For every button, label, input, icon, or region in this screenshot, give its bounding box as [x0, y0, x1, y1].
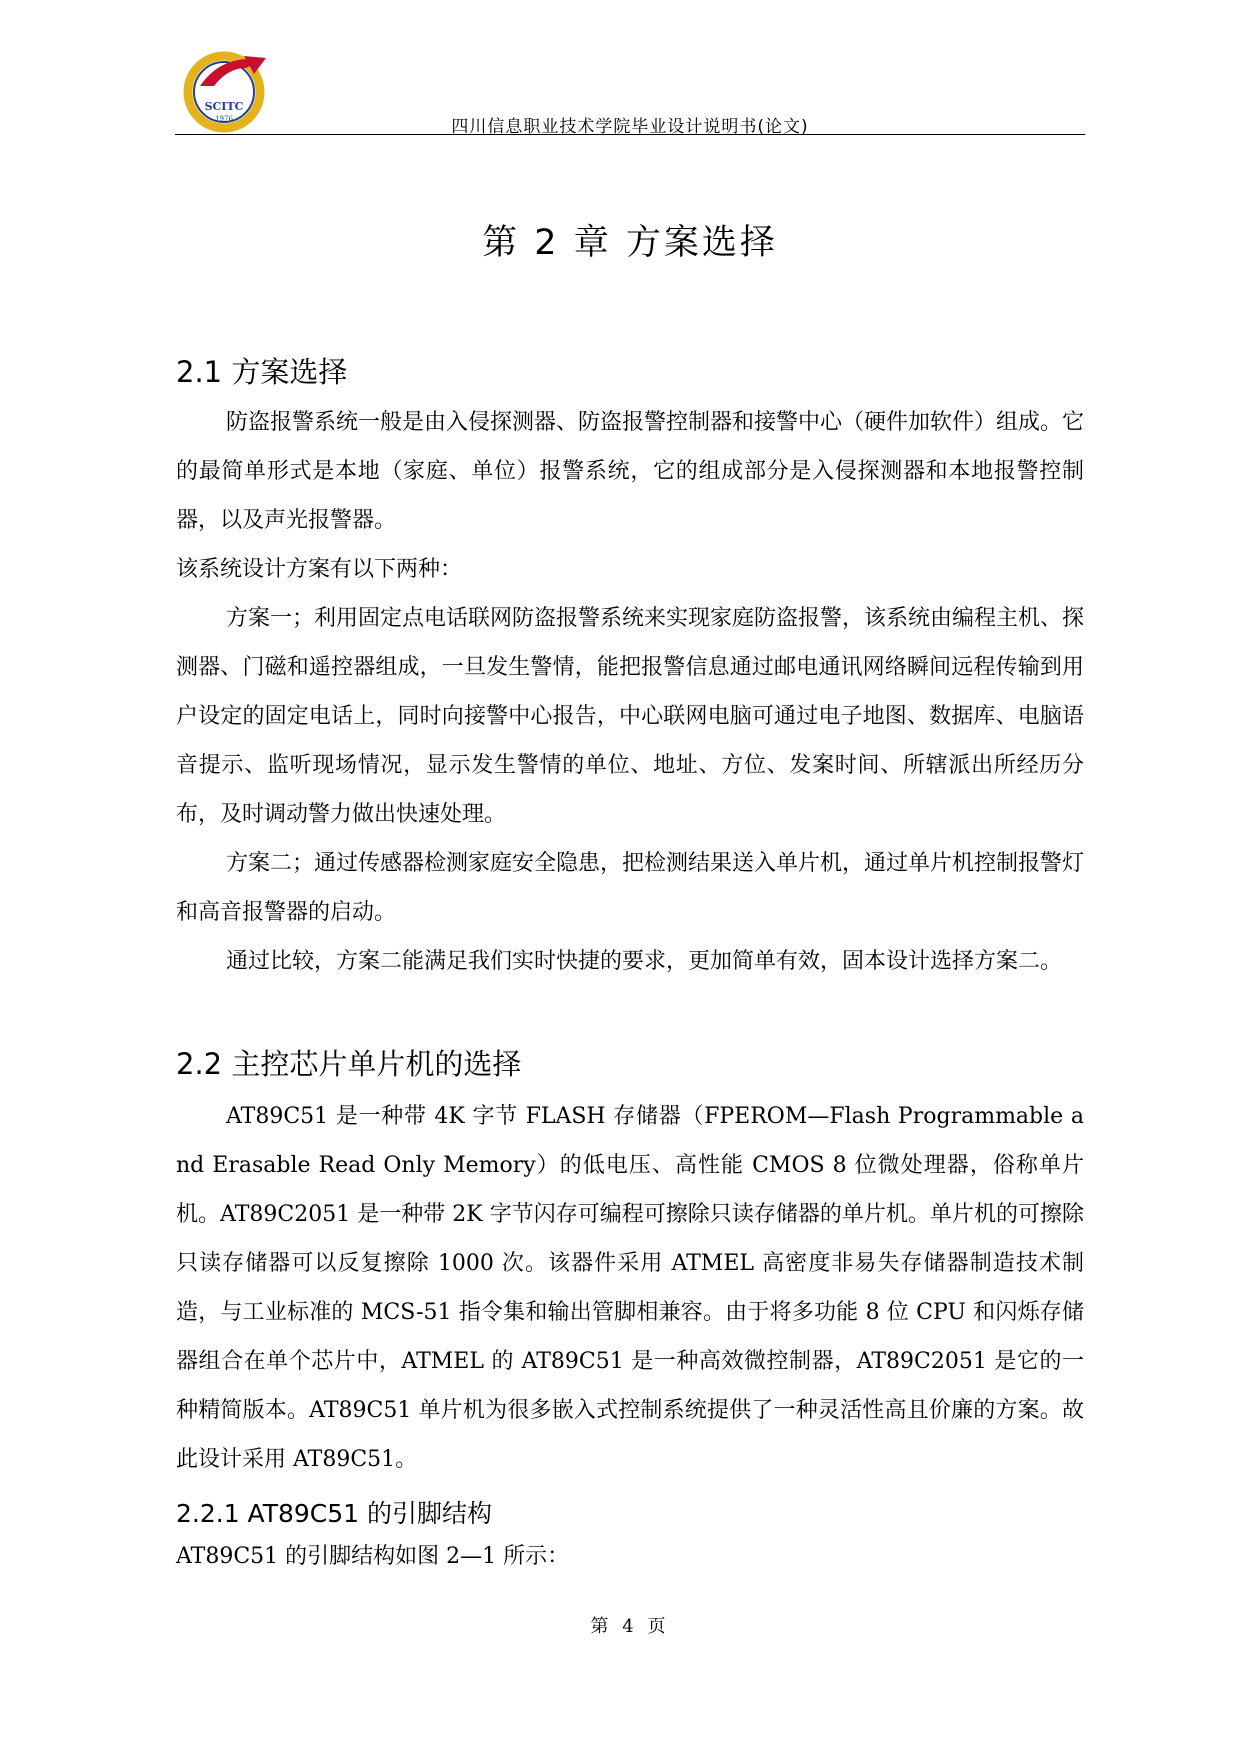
paragraph: 通过比较，方案二能满足我们实时快捷的要求，更加简单有效，固本设计选择方案二。: [226, 949, 1063, 974]
subsection-heading-2-2-1: 2.2.1 AT89C51 的引脚结构: [176, 1499, 493, 1528]
paragraph: 该系统设计方案有以下两种：: [176, 557, 463, 582]
paragraph: 方案一；利用固定点电话联网防盗报警系统来实现家庭防盗报警，该系统由编程主机、探测器、门磁和遥控器组成，一旦发生警情，能把报警信息通过邮电通讯网络瞬间远程传输到用户设定的固定电话上，同时向接警中心报告，中心联网电脑可通过电子地图、数据库、电脑语音提示、监听现场情况，显示发生警情的单位、地址、方位、发案时间、所辖派出所经历分布，及时调动警力做出快速处理。: [176, 606, 1085, 827]
section-heading-2-2: 2.2 主控芯片单片机的选择: [176, 1047, 522, 1081]
page-number: 第 4 页: [590, 1616, 670, 1637]
header-title: 四川信息职业技术学院毕业设计说明书(论文): [451, 117, 809, 137]
header-divider: [175, 134, 1085, 135]
svg-text:SCITC: SCITC: [204, 100, 244, 113]
paragraph: 方案二；通过传感器检测家庭安全隐患，把检测结果送入单片机，通过单片机控制报警灯和高音报警器的启动。: [176, 851, 1085, 925]
paragraph: 防盗报警系统一般是由入侵探测器、防盗报警控制器和接警中心（硬件加软件）组成。它的最简单形式是本地（家庭、单位）报警系统，它的组成部分是入侵探测器和本地报警控制器，以及声光报警器。: [176, 410, 1085, 533]
chapter-title: 第 2 章 方案选择: [482, 223, 778, 263]
section-heading-2-1: 2.1 方案选择: [176, 355, 348, 389]
paragraph: AT89C51 的引脚结构如图 2—1 所示：: [176, 1544, 570, 1569]
paragraph: AT89C51 是一种带 4K 字节 FLASH 存储器（FPEROM—Flash Programmable and Erasable Read Only Memory）的低电压、高性能 CMOS 8 位微处理器，俗称单片机。AT89C2051 是一种带 2K 字节闪存可编程可擦除只读存储器的单片机。单片机的可擦除只读存储器可以反复擦除 1000 次。该器件采用 ATMEL 高密度非易失存储器制造技术制造，与工业标准的 MCS-51 指令集和输出管脚相兼容。由于将多功能 8 位 CPU 和闪烁存储器组合在单个芯片中，ATMEL 的 AT89C51 是一种高效微控制器，AT89C2051 是它的一种精简版本。AT89C51 单片机为很多嵌入式控制系统提供了一种灵活性高且价廉的方案。故此设计采用 AT89C51。: [176, 1104, 1084, 1472]
svg-text:1976: 1976: [215, 115, 233, 123]
